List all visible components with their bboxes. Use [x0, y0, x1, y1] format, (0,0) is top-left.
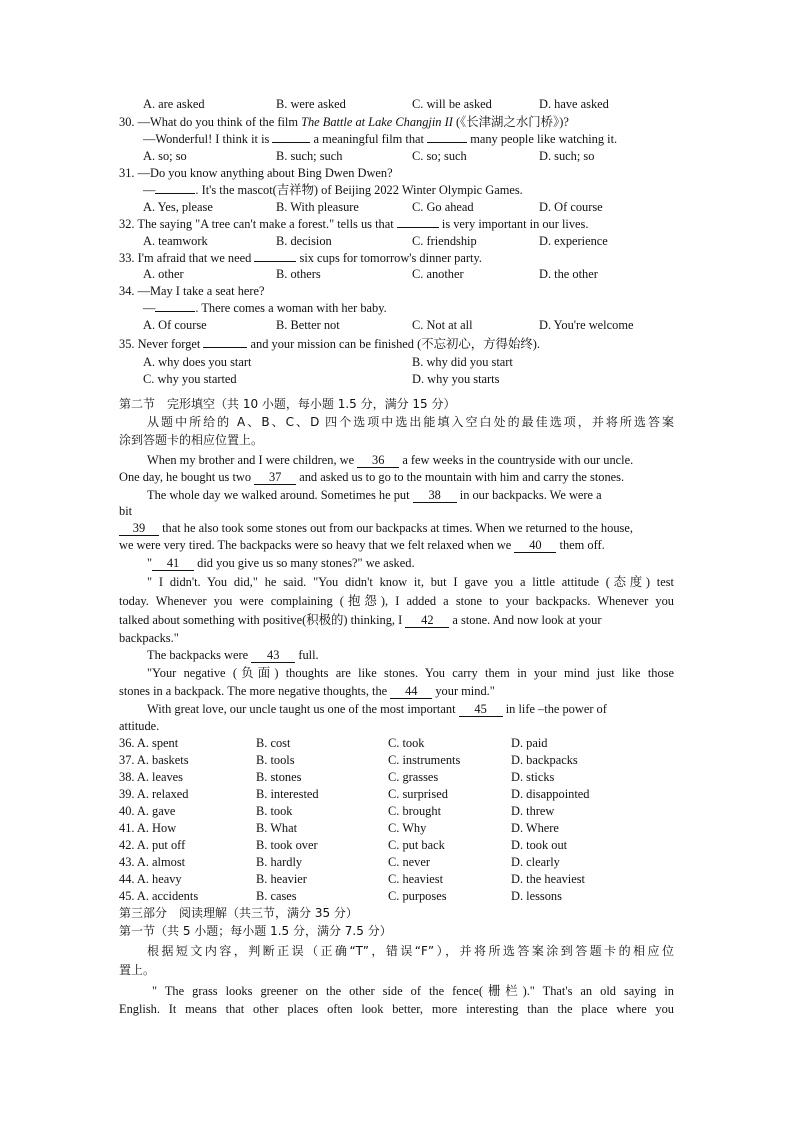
- q30-text-a: —What do you think of the film: [137, 115, 302, 129]
- option-a[interactable]: A. why does you start: [143, 355, 252, 369]
- passage-text: " I didn't. You did," he said. "You didn't know it, but I gave you a little attitude (态度) test: [147, 575, 674, 589]
- passage-text: full.: [295, 648, 319, 662]
- options-row-36: [0, 735, 794, 752]
- option-d[interactable]: D. the heaviest: [511, 872, 585, 886]
- blank-40[interactable]: 40: [514, 538, 556, 553]
- blank[interactable]: [427, 142, 467, 143]
- option-a[interactable]: 45. A. accidents: [119, 889, 199, 903]
- q31-dash: —: [143, 183, 156, 197]
- q31-text: —Do you know anything about Bing Dwen Dwen?: [137, 166, 393, 180]
- q35-text-a: Never forget: [137, 337, 204, 351]
- blank-41[interactable]: 41: [152, 556, 194, 571]
- blank[interactable]: [155, 311, 195, 312]
- options-row-39: [0, 786, 794, 803]
- passage-text: The backpacks were: [147, 648, 252, 662]
- option-c[interactable]: C. will be asked: [412, 97, 492, 111]
- option-b[interactable]: B. What: [256, 821, 298, 835]
- option-d[interactable]: D. the other: [539, 267, 598, 281]
- part3-instructions: [0, 943, 794, 960]
- passage-line: [0, 487, 794, 504]
- q30-line2-b: a meaningful film that: [310, 132, 428, 146]
- blank-38[interactable]: 38: [413, 488, 457, 503]
- option-d[interactable]: D. threw: [511, 804, 555, 818]
- section2-title-text: 第二节 完形填空（共 10 小题，每小题 1.5 分，满分 15 分）: [119, 397, 456, 411]
- passage-line: [0, 469, 794, 486]
- q34-options: [0, 317, 794, 334]
- q30-options: [0, 148, 794, 165]
- passage-text: we were very tired. The backpacks were so heavy that we felt relaxed when we: [119, 538, 515, 552]
- option-a[interactable]: A. Of course: [143, 318, 207, 332]
- passage-line: [0, 503, 794, 520]
- q34-stem: [0, 283, 794, 300]
- option-d[interactable]: D. took out: [511, 838, 568, 852]
- question-number: 34.: [119, 284, 135, 298]
- option-d[interactable]: D. have asked: [539, 97, 609, 111]
- passage-text: and asked us to go to the mountain with him and carry the stones.: [296, 470, 625, 484]
- option-b[interactable]: B. cases: [256, 889, 297, 903]
- part3-subsection: [0, 923, 794, 940]
- blank[interactable]: [155, 193, 195, 194]
- blank[interactable]: [254, 261, 296, 262]
- passage-text: One day, he bought us two: [119, 470, 255, 484]
- option-b[interactable]: B. Better not: [276, 318, 340, 332]
- blank-45[interactable]: 45: [459, 702, 503, 717]
- q30-text-b: (《长津湖之水门桥》)?: [452, 115, 569, 129]
- passage-line: [0, 537, 794, 554]
- option-c[interactable]: C. so; such: [412, 149, 467, 163]
- q33-text-a: I'm afraid that we need: [137, 251, 255, 265]
- q35-options-row2: [0, 371, 794, 388]
- passage-line: [0, 630, 794, 647]
- part3-subsection-text: 第一节（共 5 小题；每小题 1.5 分，满分 7.5 分）: [119, 924, 392, 938]
- passage-text: today. Whenever you were complaining (抱怨), I added a stone to your backpacks. Whenever you: [119, 594, 674, 608]
- option-b[interactable]: B. why did you start: [412, 355, 513, 369]
- passage-line: [0, 683, 794, 700]
- option-a[interactable]: 36. A. spent: [119, 736, 179, 750]
- options-row-38: [0, 769, 794, 786]
- passage-text: did you give us so many stones?" we asked.: [194, 556, 415, 570]
- passage-text: backpacks.": [119, 631, 179, 645]
- part3-instructions-2: [0, 962, 794, 979]
- blank-42[interactable]: 42: [405, 613, 449, 628]
- option-c[interactable]: C. heaviest: [388, 872, 444, 886]
- passage-text: The whole day we walked around. Sometimes he put: [147, 488, 413, 502]
- option-b[interactable]: B. took: [256, 804, 293, 818]
- option-a[interactable]: 43. A. almost: [119, 855, 186, 869]
- section2-instr-line2: 涂到答题卡的相应位置上。: [119, 433, 264, 447]
- q31-line2-text: . It's the mascot(吉祥物) of Beijing 2022 Winter Olympic Games.: [195, 183, 523, 197]
- option-c[interactable]: C. friendship: [412, 234, 477, 248]
- q35-stem: [0, 336, 794, 353]
- passage-line: [0, 593, 794, 610]
- q35-options-row1: [0, 354, 794, 371]
- q29-options: [0, 96, 794, 113]
- option-a[interactable]: 38. A. leaves: [119, 770, 184, 784]
- passage-line: [0, 665, 794, 682]
- passage-text: them off.: [556, 538, 605, 552]
- passage-line: [0, 555, 794, 572]
- option-c[interactable]: C. never: [388, 855, 430, 869]
- option-c[interactable]: C. grasses: [388, 770, 439, 784]
- option-b[interactable]: B. others: [276, 267, 321, 281]
- q33-stem: [0, 250, 794, 267]
- option-a[interactable]: A. are asked: [143, 97, 205, 111]
- passage-text: in our backpacks. We were a: [456, 488, 602, 502]
- option-b[interactable]: B. With pleasure: [276, 200, 359, 214]
- question-number: 32.: [119, 217, 135, 231]
- blank-39[interactable]: 39: [119, 521, 159, 536]
- option-a[interactable]: A. other: [143, 267, 184, 281]
- option-c[interactable]: C. instruments: [388, 753, 461, 767]
- passage-line: [0, 574, 794, 591]
- blank-36[interactable]: 36: [357, 453, 399, 468]
- q31-stem: [0, 165, 794, 182]
- passage-line: [0, 718, 794, 735]
- section2-instr-line1: 从题中所给的 A、B、C、D 四个选项中选出能填入空白处的最佳选项，并将所选答案: [147, 415, 674, 429]
- option-c[interactable]: C. surprised: [388, 787, 448, 801]
- option-b[interactable]: B. were asked: [276, 97, 346, 111]
- options-row-40: [0, 803, 794, 820]
- option-b[interactable]: B. hardly: [256, 855, 303, 869]
- q34-line2-text: . There comes a woman with her baby.: [195, 301, 387, 315]
- passage-text: in life –the power of: [502, 702, 607, 716]
- option-d[interactable]: D. Where: [511, 821, 559, 835]
- q30-line2-c: many people like watching it.: [467, 132, 618, 146]
- passage-text: With great love, our uncle taught us one of the most important: [147, 702, 459, 716]
- passage-text: a few weeks in the countryside with our uncle.: [399, 453, 634, 467]
- part3-instr-line2: 置上。: [119, 963, 156, 977]
- blank-43[interactable]: 43: [251, 648, 295, 663]
- reading-line: [0, 983, 794, 1000]
- section2-instructions: [0, 414, 794, 431]
- question-number: 35.: [119, 337, 135, 351]
- blank[interactable]: [397, 227, 439, 228]
- q33-text-b: six cups for tomorrow's dinner party.: [296, 251, 482, 265]
- options-row-44: [0, 871, 794, 888]
- option-a[interactable]: 37. A. baskets: [119, 753, 189, 767]
- passage-text: that he also took some stones out from our backpacks at times. When we returned to the house,: [159, 521, 633, 535]
- q34-dash: —: [143, 301, 156, 315]
- passage-text: stones in a backpack. The more negative thoughts, the: [119, 684, 391, 698]
- q32-options: [0, 233, 794, 250]
- option-d[interactable]: D. why you starts: [412, 372, 500, 386]
- option-a[interactable]: 41. A. How: [119, 821, 177, 835]
- part3-instr-line1: 根据短文内容，判断正误（正确“T”，错误“F”），并将所选答案涂到答题卡的相应位: [147, 944, 674, 958]
- q34-line2: [0, 300, 794, 317]
- passage-text: talked about something with positive(积极的) thinking, I: [119, 613, 406, 627]
- options-row-42: [0, 837, 794, 854]
- option-b[interactable]: B. decision: [276, 234, 332, 248]
- passage-text: When my brother and I were children, we: [147, 453, 358, 467]
- option-b[interactable]: B. tools: [256, 753, 295, 767]
- section2-title: [0, 396, 794, 413]
- passage-text: "Your negative (负面) thoughts are like stones. You carry them in your mind just like those: [147, 666, 674, 680]
- option-b[interactable]: B. heavier: [256, 872, 307, 886]
- option-a[interactable]: 44. A. heavy: [119, 872, 182, 886]
- passage-line: [0, 647, 794, 664]
- options-row-41: [0, 820, 794, 837]
- q32-text-a: The saying "A tree can't make a forest." tells us that: [137, 217, 397, 231]
- option-d[interactable]: D. such; so: [539, 149, 595, 163]
- passage-text: bit: [119, 504, 133, 518]
- option-c[interactable]: C. Not at all: [412, 318, 473, 332]
- option-c[interactable]: C. put back: [388, 838, 445, 852]
- option-b[interactable]: B. stones: [256, 770, 302, 784]
- option-c[interactable]: C. purposes: [388, 889, 447, 903]
- question-number: 33.: [119, 251, 135, 265]
- option-a[interactable]: 42. A. put off: [119, 838, 186, 852]
- option-c[interactable]: C. Go ahead: [412, 200, 474, 214]
- option-a[interactable]: 40. A. gave: [119, 804, 176, 818]
- option-b[interactable]: B. interested: [256, 787, 319, 801]
- option-d[interactable]: D. You're welcome: [539, 318, 634, 332]
- option-b[interactable]: B. cost: [256, 736, 291, 750]
- option-d[interactable]: D. Of course: [539, 200, 603, 214]
- options-row-45: [0, 888, 794, 905]
- reading-text: English. It means that other places often look better, more interesting than the place where you: [119, 1002, 674, 1016]
- option-d[interactable]: D. backpacks: [511, 753, 578, 767]
- q34-text: —May I take a seat here?: [137, 284, 265, 298]
- part3-title-text: 第三部分 阅读理解（共三节，满分 35 分）: [119, 906, 358, 920]
- blank[interactable]: [203, 347, 247, 348]
- part3-title: [0, 905, 794, 922]
- q32-stem: [0, 216, 794, 233]
- option-b[interactable]: B. took over: [256, 838, 318, 852]
- section2-instructions-2: [0, 432, 794, 449]
- options-row-37: [0, 752, 794, 769]
- passage-text: your mind.": [432, 684, 495, 698]
- passage-line: [0, 701, 794, 718]
- passage-line: [0, 612, 794, 629]
- option-d[interactable]: D. lessons: [511, 889, 562, 903]
- film-title: The Battle at Lake Changjin II: [301, 115, 453, 129]
- q32-text-b: is very important in our lives.: [438, 217, 589, 231]
- q33-options: [0, 266, 794, 283]
- option-c[interactable]: C. why you started: [143, 372, 237, 386]
- option-d[interactable]: D. clearly: [511, 855, 560, 869]
- passage-line: [0, 452, 794, 469]
- q30-line2-a: —Wonderful! I think it is: [143, 132, 273, 146]
- option-d[interactable]: D. disappointed: [511, 787, 590, 801]
- option-c[interactable]: C. brought: [388, 804, 442, 818]
- option-d[interactable]: D. paid: [511, 736, 548, 750]
- question-number: 31.: [119, 166, 135, 180]
- reading-text: " The grass looks greener on the other side of the fence(栅栏)." That's an old saying in: [152, 984, 674, 998]
- option-c[interactable]: C. Why: [388, 821, 427, 835]
- q31-line2: [0, 182, 794, 199]
- q30-stem: [0, 114, 794, 131]
- q30-line2: [0, 131, 794, 148]
- q31-options: [0, 199, 794, 216]
- blank-44[interactable]: 44: [390, 684, 432, 699]
- option-a[interactable]: A. Yes, please: [143, 200, 213, 214]
- passage-line: [0, 520, 794, 537]
- option-c[interactable]: C. another: [412, 267, 464, 281]
- option-a[interactable]: A. so; so: [143, 149, 187, 163]
- option-b[interactable]: B. such; such: [276, 149, 343, 163]
- option-a[interactable]: A. teamwork: [143, 234, 208, 248]
- option-d[interactable]: D. experience: [539, 234, 608, 248]
- option-c[interactable]: C. took: [388, 736, 425, 750]
- passage-text: ": [147, 556, 153, 570]
- q35-text-b: and your mission can be finished (不忘初心，方得始终).: [247, 337, 540, 351]
- blank[interactable]: [272, 142, 310, 143]
- passage-text: attitude.: [119, 719, 160, 733]
- option-a[interactable]: 39. A. relaxed: [119, 787, 189, 801]
- reading-line: [0, 1001, 794, 1018]
- passage-text: a stone. And now look at your: [449, 613, 602, 627]
- option-d[interactable]: D. sticks: [511, 770, 555, 784]
- blank-37[interactable]: 37: [254, 470, 296, 485]
- options-row-43: [0, 854, 794, 871]
- question-number: 30.: [119, 115, 135, 129]
